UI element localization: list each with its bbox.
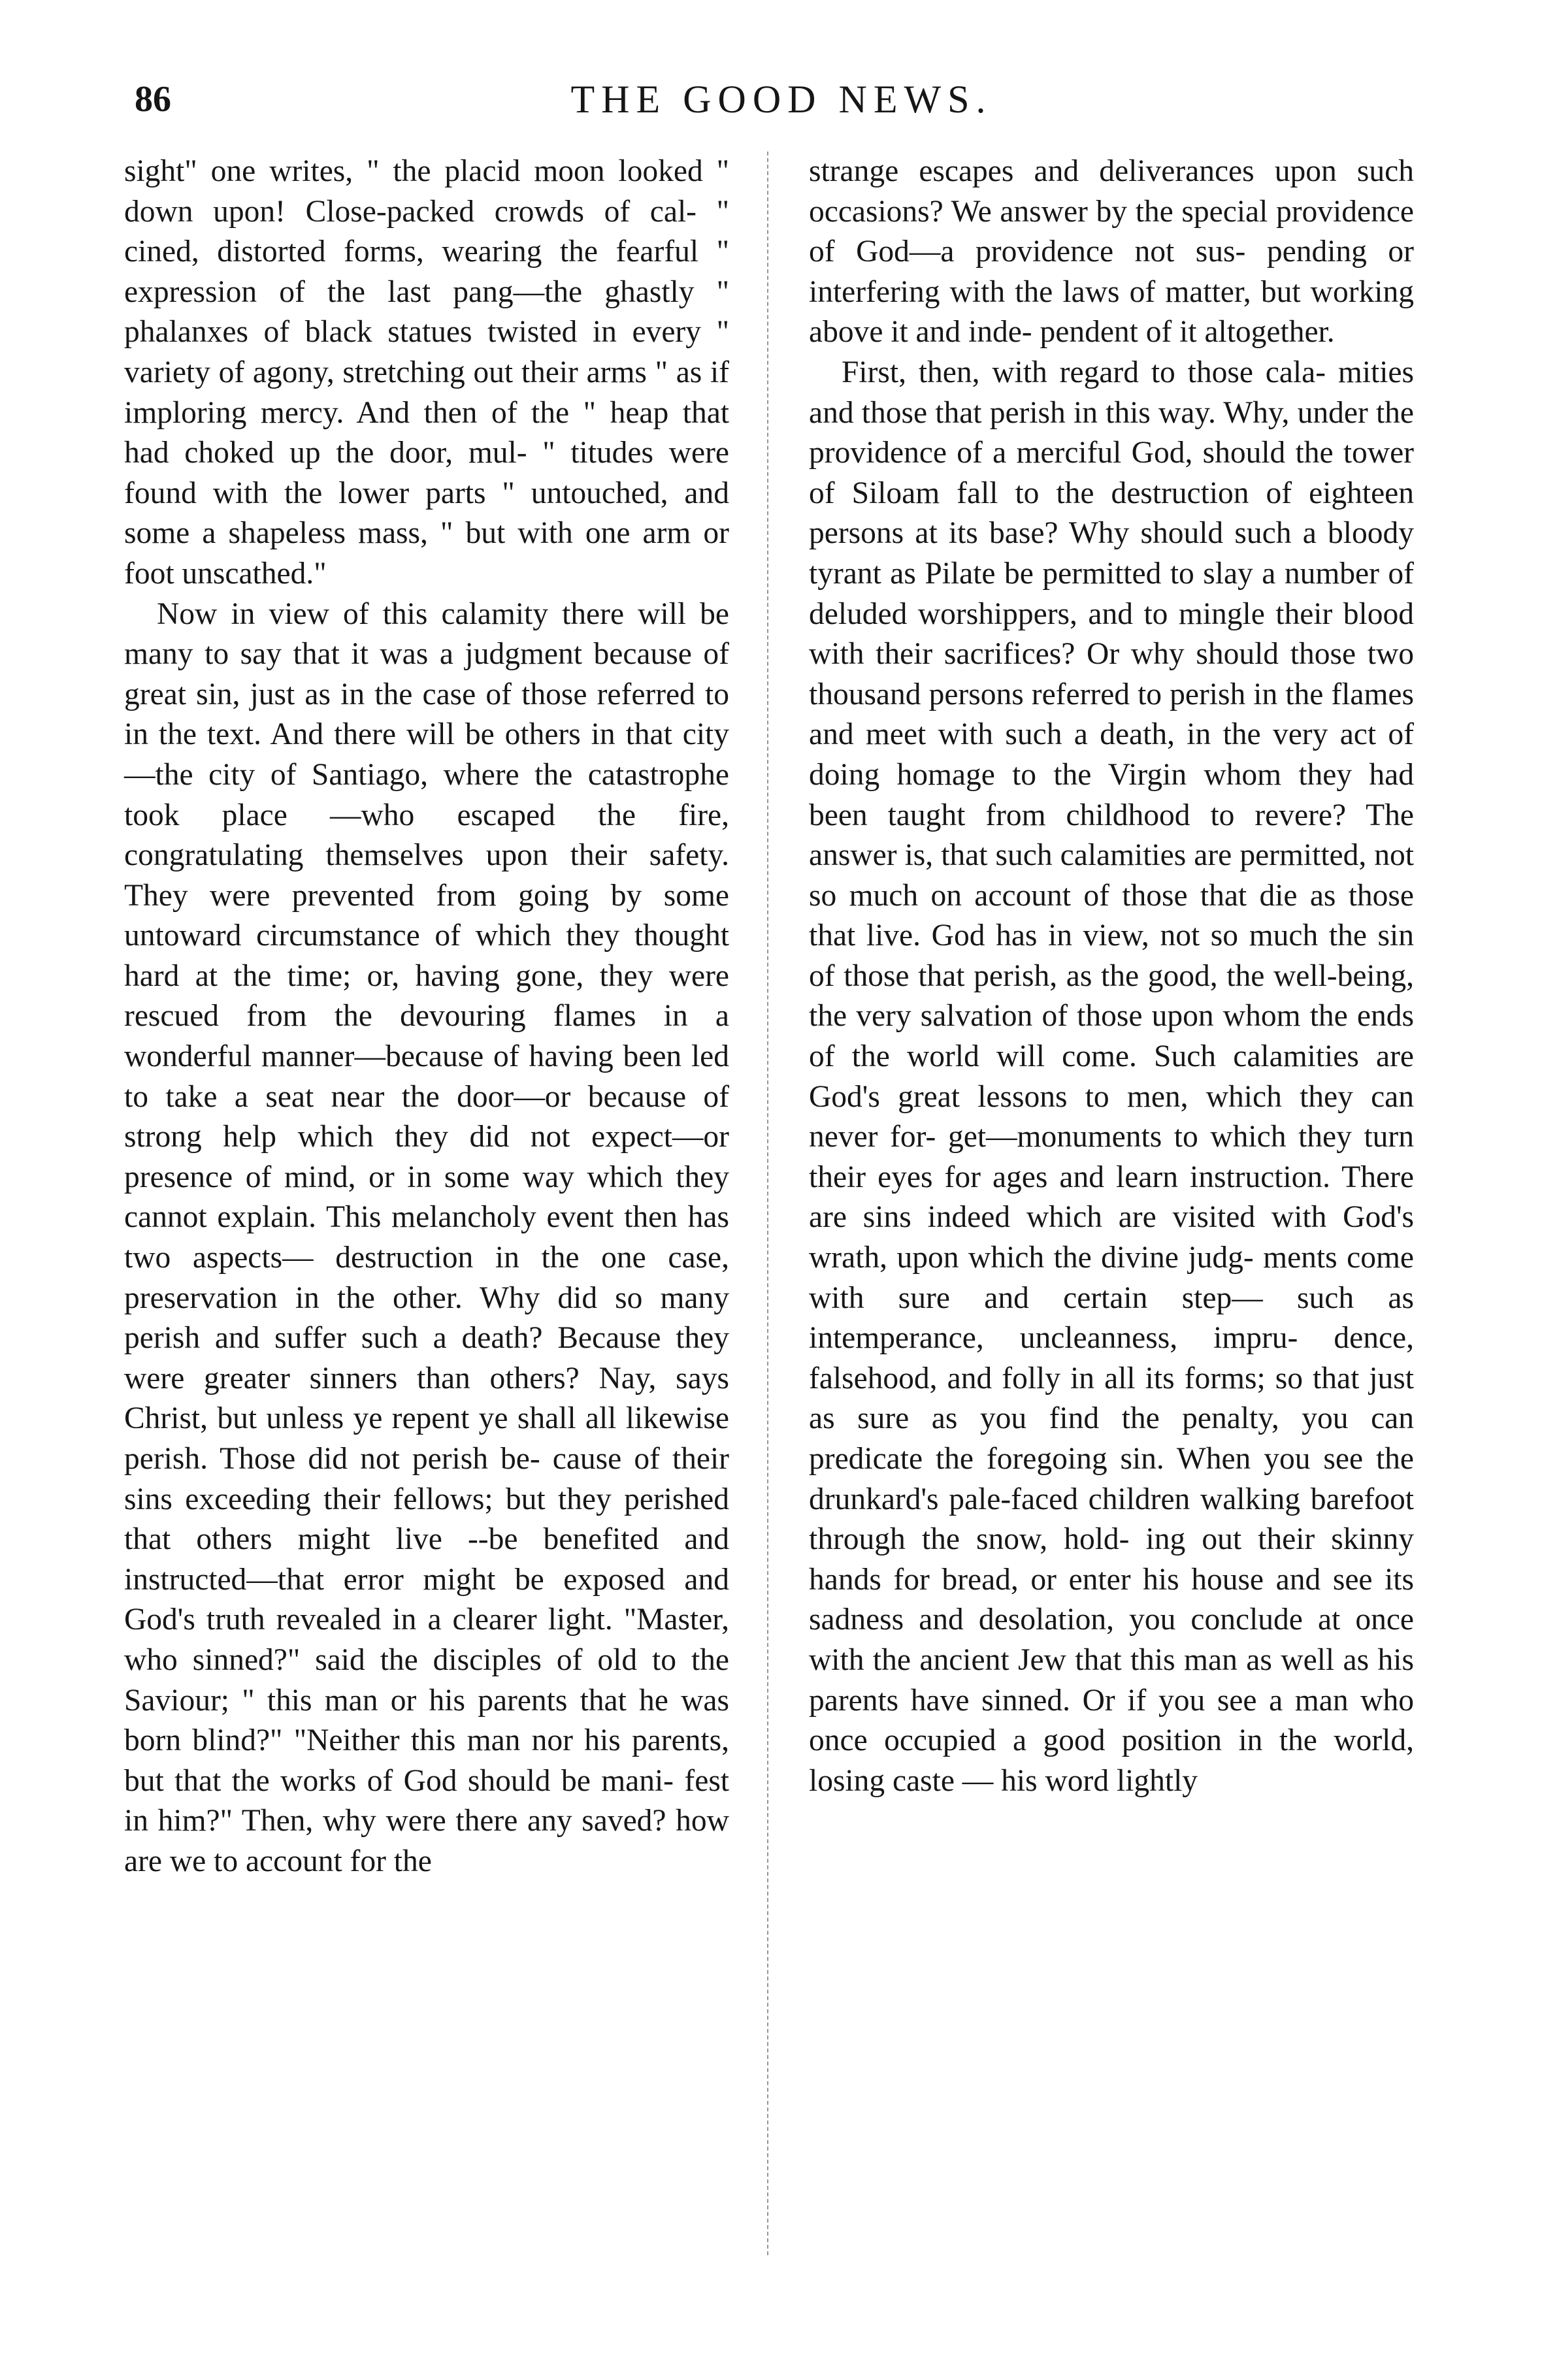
right-column [809,152,1414,1801]
page-number: 86 [135,79,171,120]
right-paragraph-1: strange escapes and deliverances upon such occasions? We answer by the special providence of God—a providence not sus- pending or interfering with the laws of matter, but working above it and inde- pendent of it altogether. [809,154,1414,350]
left-paragraph-1: sight" one writes, " the placid moon looked " down upon! Close-packed crowds of cal- " cined, distorted forms, wearing the fearful " expression of the last pang—the ghastly " phalanxes of black statues twisted in every " variety of agony, stretching out their arms " as if imploring mercy. And then of the " heap that had choked up the door, mul- " titudes were found with the lower parts " untouched, and some a shapeless mass, " but with one arm or foot unscathed." [124,154,729,591]
page-header [135,73,1428,132]
left-column [124,152,729,1882]
column-divider [767,152,770,2255]
left-paragraph-2: Now in view of this calamity there will be many to say that it was a judgment because of great sin, just as in the case of those referred to in the text. And there will be others in that city—the city of Santiago, where the catastrophe took place —who escaped the fire, congratulating themselves upon their safety. They were prevented from going by some untoward circumstance of which they thought hard at the time; or, having gone, they were rescued from the devouring flames in a wonderful manner—because of having been led to take a seat near the door—or because of strong help which they did not expect—or presence of mind, or in some way which they cannot explain. This melancholy event then has two aspects— destruction in the one case, preservation in the other. Why did so many perish and suffer such a death? Because they were greater sinners than others? Nay, says Christ, but unless ye repent ye shall all likewise perish. Those did not perish be- cause of their sins exceeding their fellows; but they perished that others might live --be benefited and instructed—that error might be exposed and God's truth revealed in a clearer light. "Master, who sinned?" said the disciples of old to the Saviour; " this man or his parents that he was born blind?" "Neither this man nor his parents, but that the works of God should be mani- fest in him?" Then, why were there any saved? how are we to account for the [124,596,729,1878]
right-paragraph-2: First, then, with regard to those cala- mities and those that perish in this way. Why, under the providence of a merciful God, should the tower of Siloam fall to the destruction of eighteen persons at its base? Why should such a bloody tyrant as Pilate be permitted to slay a number of deluded worshippers, and to mingle their blood with their sacrifices? Or why should those two thousand persons referred to perish in the flames and meet with such a death, in the very act of doing homage to the Virgin whom they had been taught from childhood to revere? The answer is, that such calamities are permitted, not so much on account of those that die as those that live. God has in view, not so much the sin of those that perish, as the good, the well-being, the very salvation of those upon whom the ends of the world will come. Such calamities are God's great lessons to men, which they can never for- get—monuments to which they turn their eyes for ages and learn instruction. There are sins indeed which are visited with God's wrath, upon which the divine judg- ments come with sure and certain step— such as intemperance, uncleanness, impru- dence, falsehood, and folly in all its forms; so that just as sure as you find the penalty, you can predicate the foregoing sin. When you see the drunkard's pale-faced children walking barefoot through the snow, hold- ing out their skinny hands for bread, or enter his house and see its sadness and desolation, you conclude at once with the ancient Jew that this man as well as his parents have sinned. Or if you see a man who once occupied a good position in the world, losing caste — his word lightly [809,355,1414,1798]
running-title: THE GOOD NEWS. [570,78,992,121]
